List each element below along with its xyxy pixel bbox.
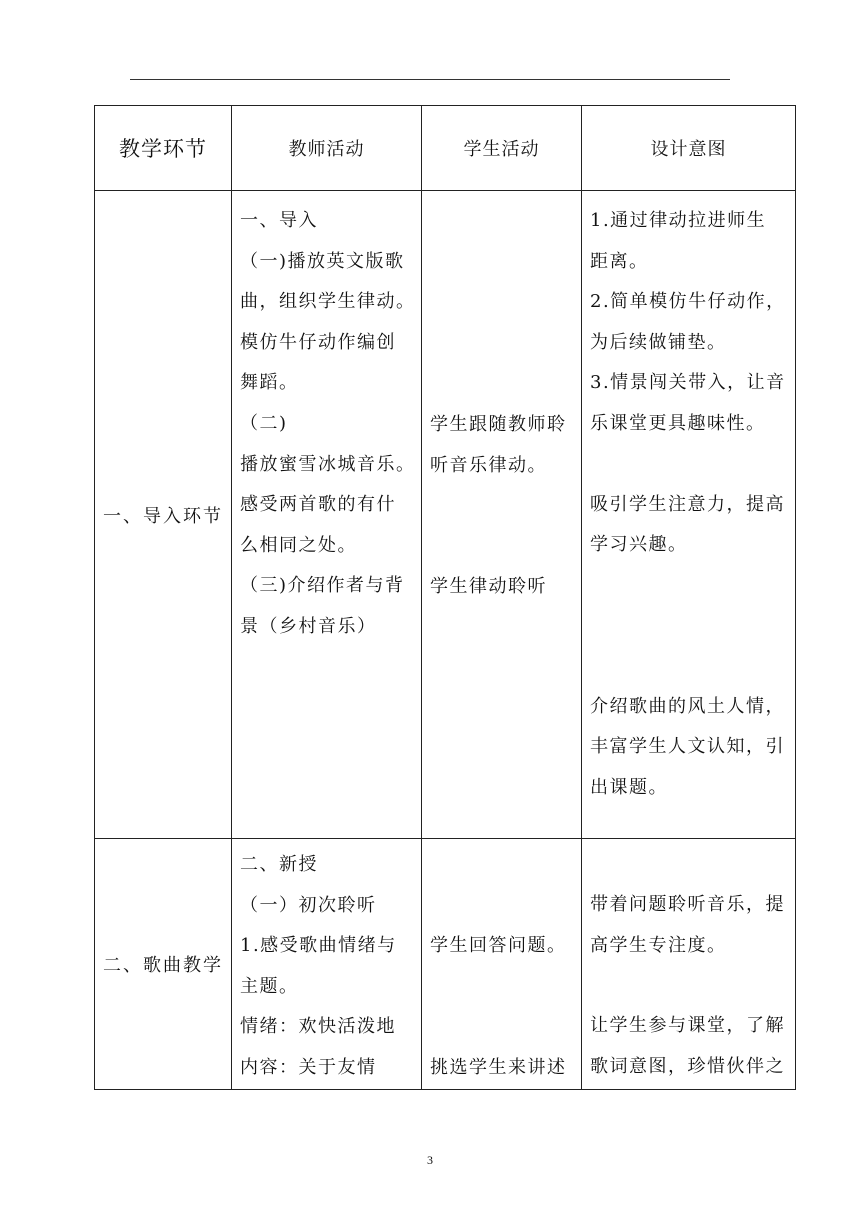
table-row bbox=[95, 839, 796, 1090]
table-header-row bbox=[95, 106, 796, 191]
header-teacher-activity: 教师活动 bbox=[232, 106, 422, 191]
teacher-line: 么相同之处。 bbox=[240, 534, 357, 556]
teacher-line: 模仿牛仔动作编创 bbox=[240, 331, 396, 353]
stage-cell bbox=[95, 191, 232, 839]
teacher-line: 主题。 bbox=[240, 975, 299, 997]
header-stage: 教学环节 bbox=[95, 106, 232, 191]
teacher-line: 二、新授 bbox=[240, 854, 318, 875]
teacher-line: 1.感受歌曲情绪与 bbox=[240, 935, 397, 957]
teacher-line: 情绪：欢快活泼地 bbox=[240, 1016, 396, 1038]
teacher-activity-cell bbox=[232, 839, 422, 1090]
student-line: 听音乐律动。 bbox=[430, 454, 547, 476]
teacher-line: 一、导入 bbox=[240, 210, 318, 231]
student-line: 学生回答问题。 bbox=[430, 935, 567, 956]
stage-cell bbox=[95, 839, 232, 1090]
student-activity-cell bbox=[422, 839, 582, 1090]
design-line: 高学生专注度。 bbox=[590, 934, 727, 956]
lesson-plan-table bbox=[94, 105, 796, 1090]
header-design-intent: 设计意图 bbox=[582, 106, 796, 191]
table-row bbox=[95, 191, 796, 839]
design-line: 丰富学生人文认知，引 bbox=[590, 736, 785, 758]
teacher-activity-cell bbox=[232, 191, 422, 839]
design-line: 吸引学生注意力，提高 bbox=[590, 493, 785, 515]
teacher-line: 内容：关于友情 bbox=[240, 1056, 377, 1078]
header-student-activity: 学生活动 bbox=[422, 106, 582, 191]
design-line: 歌词意图，珍惜伙伴之 bbox=[590, 1055, 785, 1077]
design-line: 出课题。 bbox=[590, 776, 668, 798]
teacher-line: 曲，组织学生律动。 bbox=[240, 291, 416, 313]
teacher-line: 感受两首歌的有什 bbox=[240, 494, 396, 516]
design-line: 1.通过律动拉进师生 bbox=[590, 210, 767, 231]
design-line: 为后续做铺垫。 bbox=[590, 331, 727, 353]
design-line: 让学生参与课堂，了解 bbox=[590, 1015, 785, 1037]
stage-label: 二、歌曲教学 bbox=[103, 954, 223, 976]
student-line: 挑选学生来讲述 bbox=[430, 1056, 567, 1078]
page-number: 3 bbox=[427, 1153, 433, 1167]
stage-label: 一、导入环节 bbox=[103, 505, 223, 527]
header-rule bbox=[130, 79, 730, 80]
teacher-line: （二) bbox=[240, 412, 288, 434]
design-line: 3.情景闯关带入，让音 bbox=[590, 372, 786, 394]
teacher-line: 舞蹈。 bbox=[240, 372, 299, 394]
student-line: 学生律动聆听 bbox=[430, 576, 547, 598]
design-line: 2.简单模仿牛仔动作， bbox=[590, 291, 786, 313]
teacher-line: （一）初次聆听 bbox=[240, 894, 377, 916]
teacher-line: 播放蜜雪冰城音乐。 bbox=[240, 453, 416, 475]
student-line: 学生跟随教师聆 bbox=[430, 414, 567, 435]
design-intent-cell bbox=[582, 191, 796, 839]
teacher-line: （一)播放英文版歌 bbox=[240, 250, 405, 272]
design-line: 距离。 bbox=[590, 250, 649, 272]
student-activity-cell bbox=[422, 191, 582, 839]
teacher-line: （三)介绍作者与背 bbox=[240, 575, 405, 597]
design-intent-cell bbox=[582, 839, 796, 1090]
design-line: 学习兴趣。 bbox=[590, 534, 688, 556]
teacher-line: 景（乡村音乐） bbox=[240, 615, 377, 637]
design-line: 介绍歌曲的风土人情， bbox=[590, 695, 785, 717]
design-line: 乐课堂更具趣味性。 bbox=[590, 412, 766, 434]
design-line: 带着问题聆听音乐，提 bbox=[590, 894, 785, 915]
